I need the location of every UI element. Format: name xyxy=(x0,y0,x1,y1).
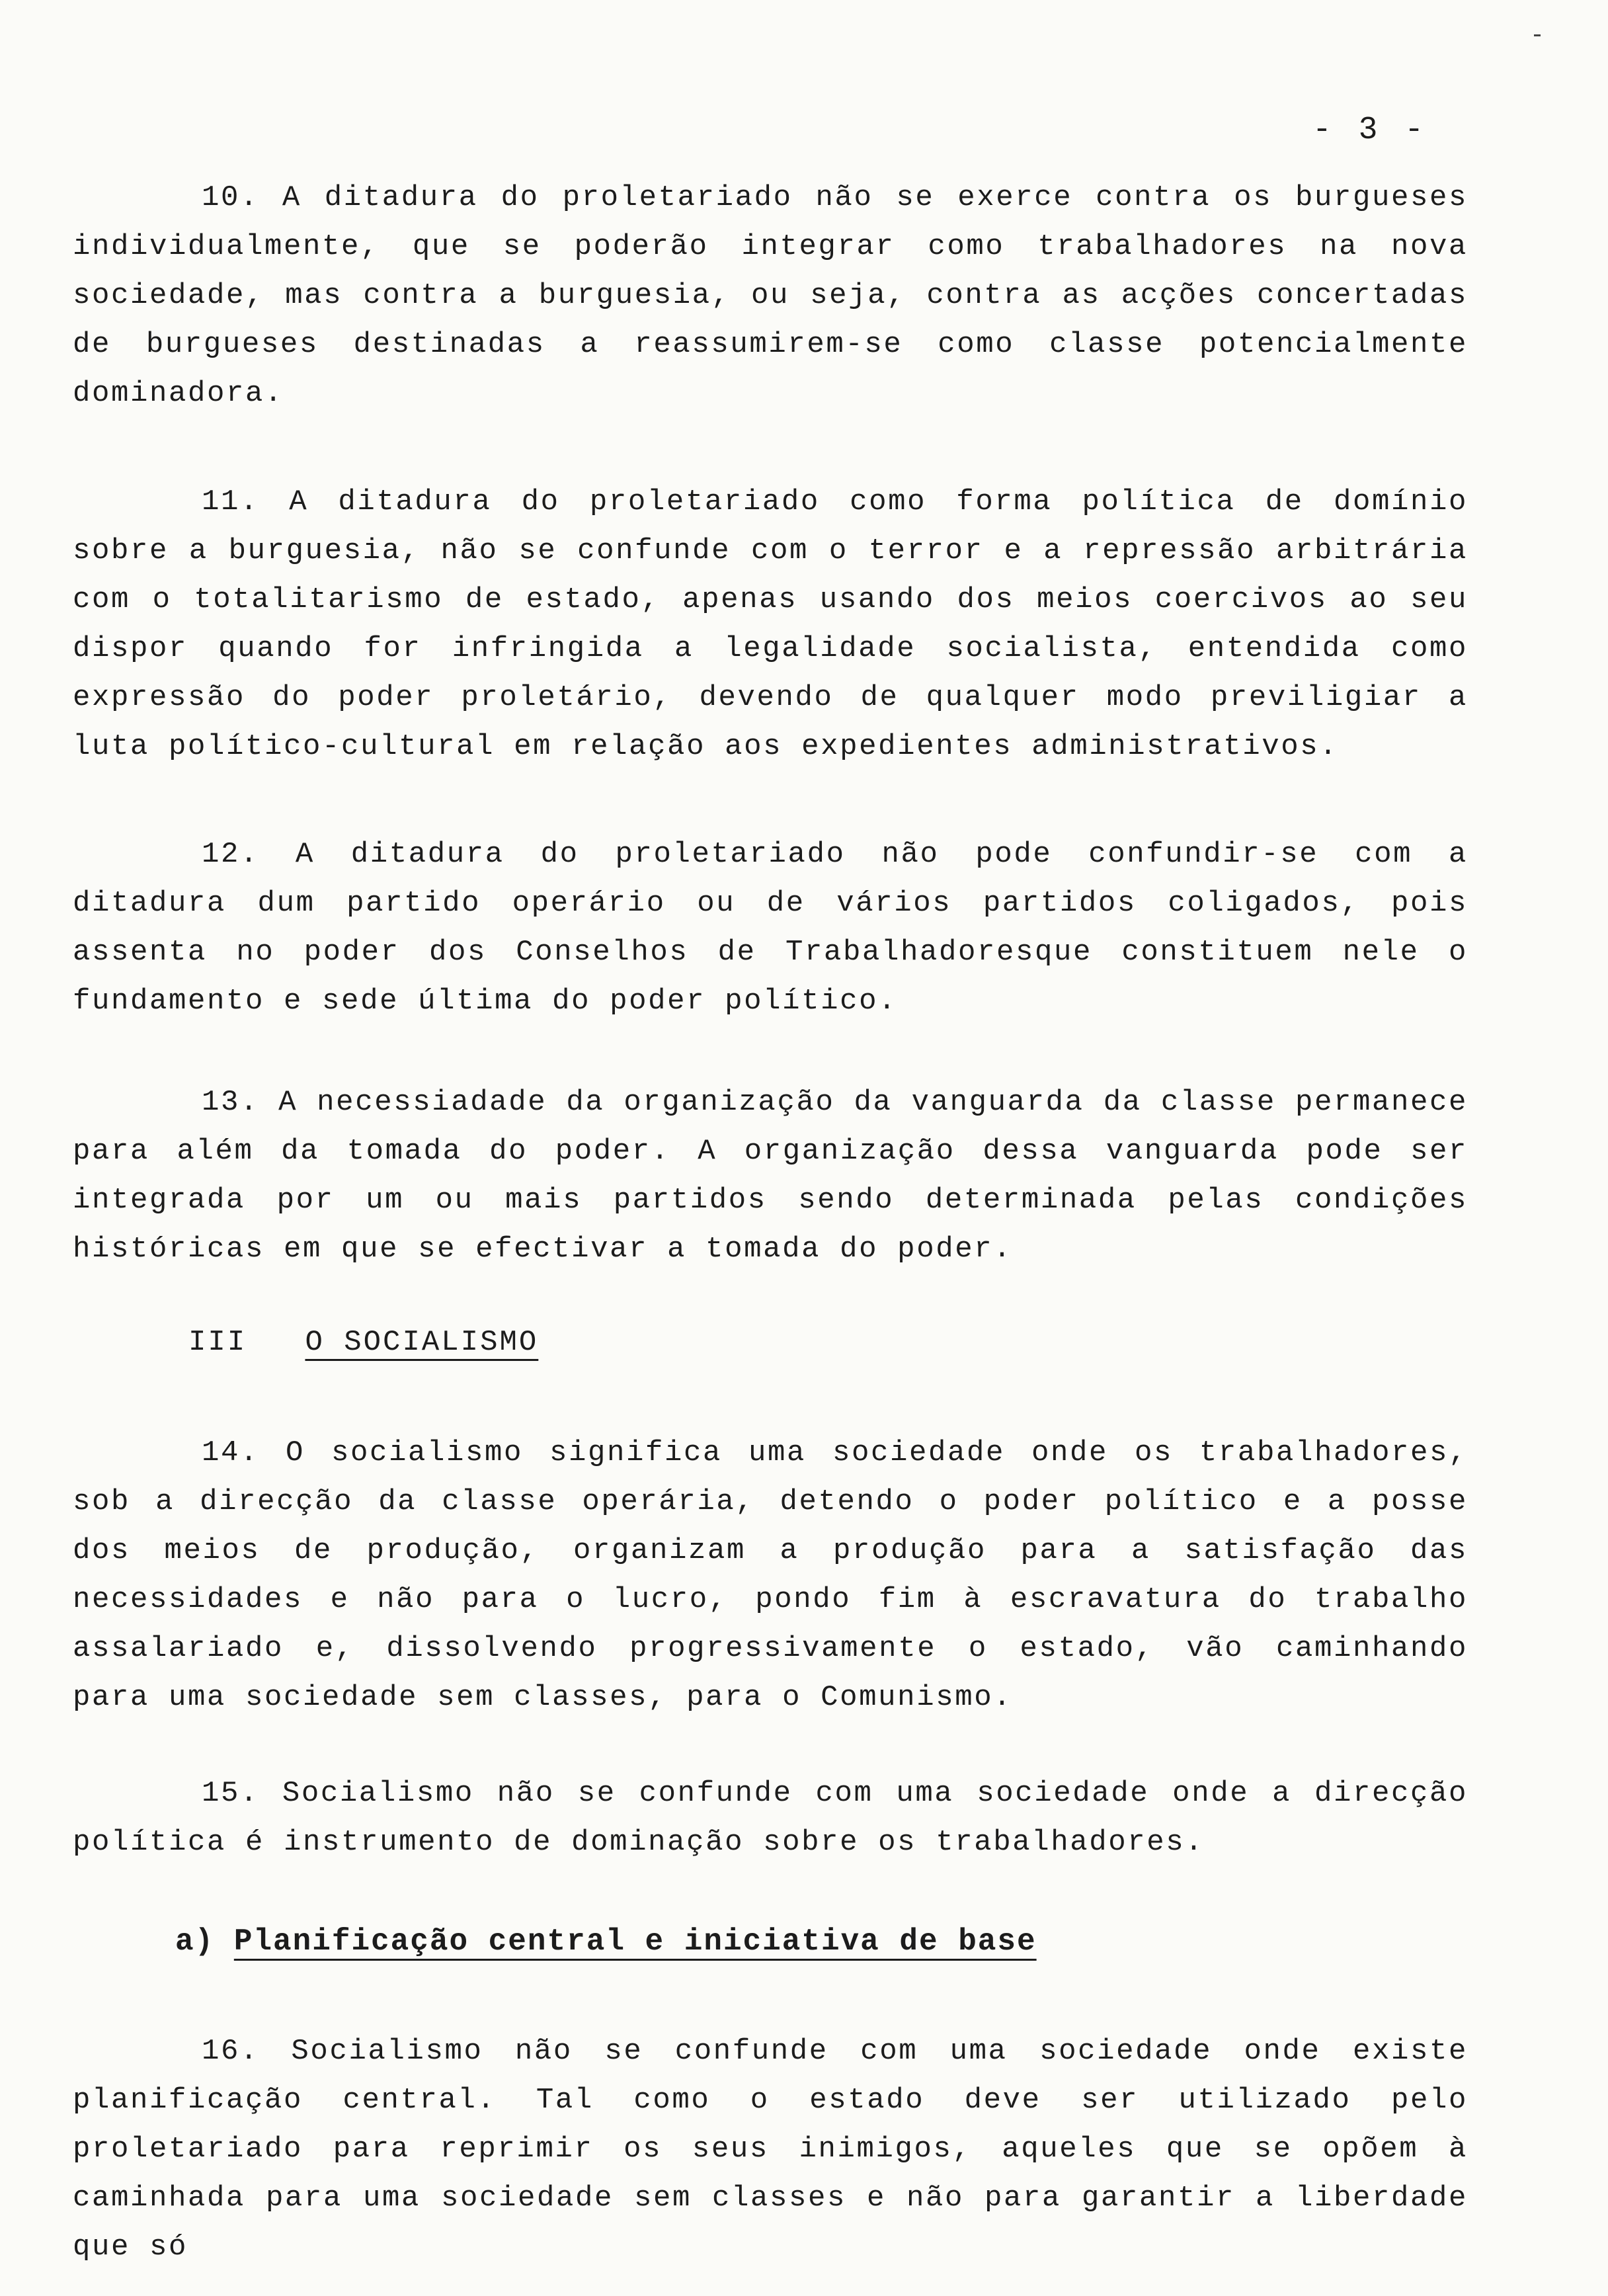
section-title: O SOCIALISMO xyxy=(305,1326,539,1359)
paragraph-11: 11. A ditadura do proletariado como forma política de domínio sobre a burguesia, não se confunde com o terror e a repressão arbitrária com o totalitarismo de estado, apenas usando dos meios coercivos ao seu dispor quando for infringida a legalidade socialista, entendida como expressão do poder proletário, devendo de qualquer modo previligiar a luta político-cultural em relação aos expedientes administrativos. xyxy=(73,485,1468,763)
subheading-title: Planificação central e iniciativa de base xyxy=(233,1924,1037,1959)
section-heading xyxy=(188,1326,538,1359)
section-number: III xyxy=(188,1326,247,1359)
paragraph-13: 13. A necessiadade da organização da vanguarda da classe permanece para além da tomada do poder. A organização dessa vanguarda pode ser integrada por um ou mais partidos sendo determinada pelas condições históricas em que se efectivar a tomada do poder. xyxy=(73,1086,1468,1266)
paragraph-15: 15. Socialismo não se confunde com uma sociedade onde a direcção política é instrumento de dominação sobre os trabalhadores. xyxy=(73,1777,1468,1859)
paragraph-10: 10. A ditadura do proletariado não se exerce contra os burgueses individualmente, que se poderão integrar como trabalhadores na nova sociedade, mas contra a burguesia, ou seja, contra as acções concertadas de burgueses destinadas a reassumirem-se como classe potencialmente dominadora. xyxy=(73,181,1468,410)
page-number: - 3 - xyxy=(1312,112,1428,148)
paragraph-12: 12. A ditadura do proletariado não pode confundir-se com a ditadura dum partido operário ou de vários partidos coligados, pois assenta no poder dos Conselhos de Trabalhadoresque constituem nele o fundamento e sede última do poder político. xyxy=(73,838,1468,1018)
subheading xyxy=(175,1924,1037,1959)
paragraph-16: 16. Socialismo não se confunde com uma sociedade onde existe planificação central. Tal como o estado deve ser utilizado pelo proletariado para reprimir os seus inimigos, aqueles que se opõem à caminhada para uma sociedade sem classes e não para garantir a liberdade que só xyxy=(73,2035,1468,2264)
scan-mark xyxy=(1534,34,1541,36)
paragraph-14: 14. O socialismo significa uma sociedade onde os trabalhadores, sob a direcção da classe operária, detendo o poder político e a posse dos meios de produção, organizam a produção para a satisfação das necessidades e não para o lucro, pondo fim à escravatura do trabalho assalariado e, dissolvendo progressivamente o estado, vão caminhando para uma sociedade sem classes, para o Comunismo. xyxy=(73,1436,1468,1714)
subheading-label: a) xyxy=(175,1924,215,1959)
